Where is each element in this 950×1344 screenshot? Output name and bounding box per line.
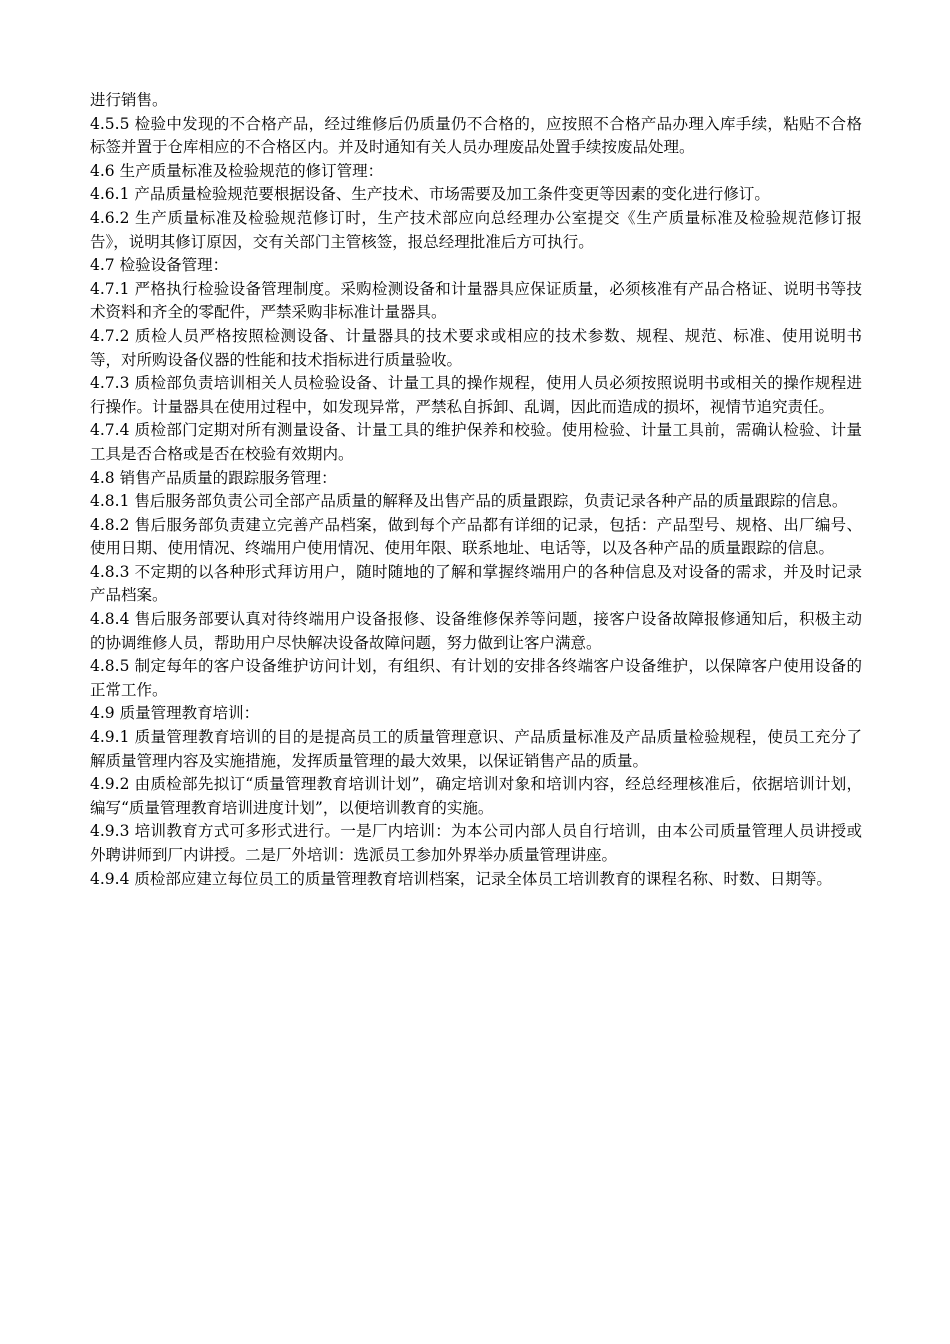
paragraph-4-9-1: 4.9.1 质量管理教育培训的目的是提高员工的质量管理意识、产品质量标准及产品质量检验规程，使员工充分了解质量管理内容及实施措施，发挥质量管理的最大效果，以保证销售产品的质量。 (90, 728, 862, 770)
paragraph-4-8-1: 4.8.1 售后服务部负责公司全部产品质量的解释及出售产品的质量跟踪，负责记录各种产品的质量跟踪的信息。 (90, 492, 848, 511)
paragraph-4-8-4: 4.8.4 售后服务部要认真对待终端用户设备报修、设备维修保养等问题，接客户设备故障报修通知后，积极主动的协调维修人员，帮助用户尽快解决设备故障问题，努力做到让客户满意。 (90, 610, 862, 652)
section-heading-4-6: 4.6 生产质量标准及检验规范的修订管理： (90, 161, 384, 180)
paragraph-4-9-3: 4.9.3 培训教育方式可多形式进行。一是厂内培训：为本公司内部人员自行培训，由本公司质量管理人员讲授或外聘讲师到厂内讲授。二是厂外培训：选派员工参加外界举办质量管理讲座。 (90, 822, 862, 864)
paragraph-4-7-4: 4.7.4 质检部门定期对所有测量设备、计量工具的维护保养和校验。使用检验、计量工具前，需确认检验、计量工具是否合格或是否在校验有效期内。 (90, 421, 862, 463)
paragraph-4-8-5: 4.8.5 制定每年的客户设备维护访问计划，有组织、有计划的安排各终端客户设备维护，以保障客户使用设备的正常工作。 (90, 657, 862, 699)
paragraph-4-6-2: 4.6.2 生产质量标准及检验规范修订时，生产技术部应向总经理办公室提交《生产质量标准及检验规范修订报告》，说明其修订原因，交有关部门主管核签，报总经理批准后方可执行。 (90, 208, 862, 251)
paragraph-4-8-3: 4.8.3 不定期的以各种形式拜访用户，随时随地的了解和掌握终端用户的各种信息及对设备的需求，并及时记录产品档案。 (90, 562, 862, 605)
paragraph-continuation: 进行销售。 (90, 91, 168, 109)
document-body (90, 89, 862, 891)
paragraph-4-7-2: 4.7.2 质检人员严格按照检测设备、计量器具的技术要求或相应的技术参数、规程、规范、标准、使用说明书等，对所购设备仪器的性能和技术指标进行质量验收。 (90, 326, 862, 369)
paragraph-4-6-1: 4.6.1 产品质量检验规范要根据设备、生产技术、市场需要及加工条件变更等因素的变化进行修订。 (90, 185, 770, 204)
paragraph-4-7-1: 4.7.1 严格执行检验设备管理制度。采购检测设备和计量器具应保证质量，必须核准有产品合格证、说明书等技术资料和齐全的零配件，严禁采购非标准计量器具。 (90, 279, 862, 322)
paragraph-4-9-4: 4.9.4 质检部应建立每位员工的质量管理教育培训档案，记录全体员工培训教育的课程名称、时数、日期等。 (90, 869, 832, 888)
paragraph-4-8-2: 4.8.2 售后服务部负责建立完善产品档案，做到每个产品都有详细的记录，包括：产品型号、规格、出厂编号、使用日期、使用情况、终端用户使用情况、使用年限、联系地址、电话等，以及各种产品的质量跟踪的信息。 (90, 515, 862, 558)
paragraph-4-5-5: 4.5.5 检验中发现的不合格产品，经过维修后仍质量仍不合格的，应按照不合格产品办理入库手续，粘贴不合格标签并置于仓库相应的不合格区内。并及时通知有关人员办理废品处置手续按废品处理。 (90, 114, 862, 157)
paragraph-4-7-3: 4.7.3 质检部负责培训相关人员检验设备、计量工具的操作规程，使用人员必须按照说明书或相关的操作规程进行操作。计量器具在使用过程中，如发现异常，严禁私自拆卸、乱调，因此而造成的损坏，视情节追究责任。 (90, 374, 862, 416)
paragraph-4-9-2: 4.9.2 由质检部先拟订“质量管理教育培训计划”，确定培训对象和培训内容，经总经理核准后，依据培训计划，编写“质量管理教育培训进度计划”，以便培训教育的实施。 (90, 775, 862, 817)
section-heading-4-8: 4.8 销售产品质量的跟踪服务管理： (90, 468, 337, 487)
section-heading-4-9: 4.9 质量管理教育培训： (90, 704, 260, 723)
section-heading-4-7: 4.7 检验设备管理： (90, 256, 229, 275)
